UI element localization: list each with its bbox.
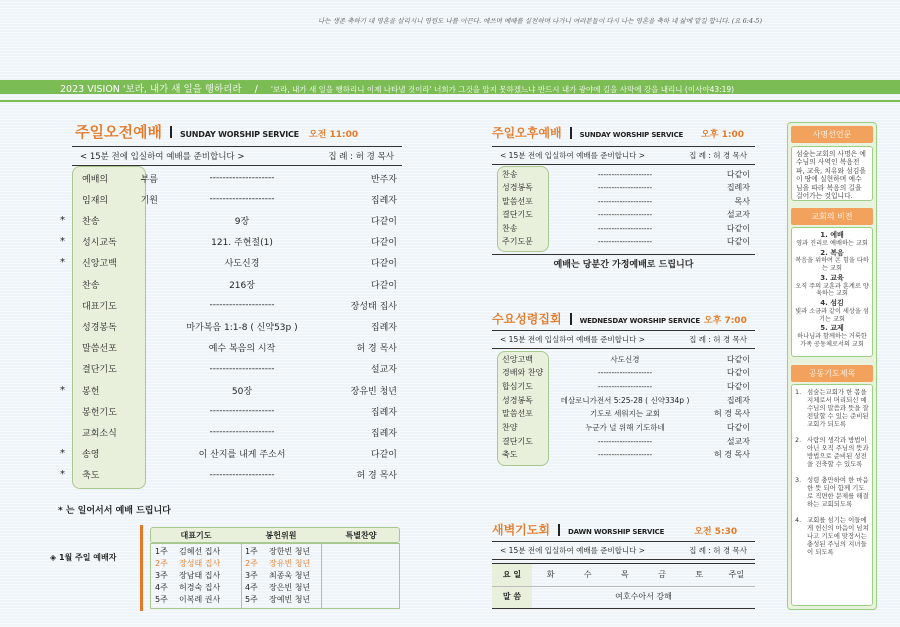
- order-label: 신앙고백: [502, 354, 533, 364]
- prayer-item: [795, 476, 869, 508]
- order-label: 결단기도: [502, 210, 533, 219]
- week: 5주: [245, 595, 258, 604]
- order-label: 예배의 부름: [82, 174, 158, 185]
- dawn-day: 토: [695, 570, 704, 579]
- order-item: --------------------: [597, 169, 653, 179]
- wednesday-title-en: WEDNESDAY WORSHIP SERVICE: [579, 317, 700, 325]
- afternoon-rule: [492, 254, 755, 255]
- morning-order: [60, 170, 397, 488]
- worshipper-name: 장예빈 청년: [269, 595, 311, 604]
- week: 4주: [245, 583, 258, 592]
- worshipper-row: [245, 558, 310, 569]
- order-label: 합심기도: [502, 381, 533, 391]
- order-leader: 장성태 집사: [350, 301, 397, 312]
- order-leader: 다같이: [370, 259, 397, 270]
- order-row: [502, 168, 750, 180]
- order-leader: 집례자: [370, 407, 397, 418]
- order-row: [502, 408, 750, 420]
- order-label: 봉헌: [82, 386, 100, 397]
- dawn-day-label: 요 일: [502, 570, 522, 579]
- order-leader: 장유빈 청년: [350, 386, 397, 397]
- vision-title: 교회의 비전: [791, 208, 873, 225]
- order-leader: 집례자: [370, 428, 397, 439]
- order-leader: 다같이: [726, 354, 750, 364]
- week: 2주: [245, 559, 258, 568]
- order-leader: 목사: [734, 196, 750, 206]
- order-label: 성경봉독: [82, 322, 117, 333]
- order-label: 송영: [82, 450, 100, 461]
- order-leader: 다같이: [370, 280, 397, 291]
- order-row: [502, 353, 750, 365]
- order-item: 사도신경: [224, 259, 260, 270]
- vision-label: 2023 VISION '보라, 내가 새 일을 행하리라: [60, 84, 242, 95]
- vision-body: 복음을 위하여 온 힘을 다하는 교회: [795, 257, 869, 272]
- wednesday-presider: 집 례 : 허 경 목사: [689, 335, 747, 344]
- week: 4주: [155, 583, 168, 592]
- dawn-title: [492, 521, 737, 538]
- order-leader: 반주자: [370, 174, 397, 185]
- order-leader: 설교자: [370, 365, 397, 376]
- standing-mark: *: [60, 236, 65, 248]
- order-leader: 다같이: [726, 223, 750, 233]
- order-row: [60, 212, 397, 228]
- order-row: [82, 191, 397, 207]
- week: 5주: [155, 595, 168, 604]
- worshipper-name: 최종욱 청년: [269, 571, 311, 580]
- order-item: 50장: [231, 386, 253, 397]
- dawn-word: 여호수아서 강해: [615, 592, 672, 601]
- order-item: --------------------: [597, 196, 653, 206]
- order-item: --------------------: [209, 427, 275, 438]
- afternoon-title-ko: 주일오후예배: [492, 126, 562, 140]
- order-label: 성경봉독: [502, 395, 533, 405]
- morning-prep: < 15분 전에 입실하여 예배를 준비합니다 >: [80, 152, 245, 162]
- order-label: 축도: [82, 471, 100, 482]
- vision-body: 영과 진리로 예배하는 교회: [796, 239, 868, 247]
- mission-text: 섬숲는교회의 사명은 예수님의 사역인 복음전파, 교육, 치유와 섬김을 이 땅에 실현하며 예수님을 따라 복음의 길을 걸어가는 것입니다.: [791, 146, 873, 201]
- prayer-title: 공동기도제목: [791, 365, 873, 382]
- order-row: [502, 394, 750, 406]
- vision-head: 5. 교제: [820, 324, 844, 333]
- order-row: [502, 449, 750, 461]
- worshipper-row: [155, 594, 220, 605]
- order-leader: 다같이: [726, 381, 750, 391]
- title-divider: [170, 126, 172, 138]
- order-leader: 허 경 목사: [356, 471, 397, 482]
- prayer-item: [795, 436, 869, 468]
- order-item: --------------------: [597, 237, 653, 246]
- order-item: --------------------: [209, 173, 275, 183]
- worshipper-name: 이복례 권사: [179, 595, 221, 604]
- order-label: 임재의 기원: [82, 195, 158, 206]
- order-row: [502, 222, 750, 234]
- worshipper-row: [245, 582, 310, 593]
- worshipper-row: [155, 558, 220, 569]
- vision-body: 빛과 소금과 같이 세상을 섬기는 교회: [795, 307, 869, 323]
- order-label: 주기도문: [502, 237, 533, 246]
- order-leader: 다같이: [726, 368, 750, 378]
- order-row: [82, 318, 397, 334]
- order-label: 교회소식: [82, 428, 117, 439]
- order-row: [60, 382, 397, 398]
- order-row: [502, 209, 750, 221]
- worshipper-name: 장한빈 청년: [269, 547, 311, 556]
- dawn-row-rule: [492, 586, 755, 587]
- order-label: 신앙고백: [82, 259, 117, 270]
- order-row: [82, 276, 397, 292]
- worshipper-name: 장유빈 청년: [269, 559, 311, 568]
- prayer-number: 4.: [795, 516, 802, 524]
- dawn-day: 금: [658, 570, 666, 579]
- order-item: --------------------: [597, 223, 653, 233]
- morning-title-en: SUNDAY WORSHIP SERVICE: [179, 130, 299, 139]
- order-leader: 다같이: [370, 450, 397, 461]
- order-row: [60, 467, 397, 483]
- dawn-day: 주일: [728, 570, 745, 579]
- order-row: [60, 446, 397, 462]
- dawn-word-label: 말 씀: [502, 592, 522, 601]
- order-row: [502, 435, 750, 447]
- order-leader: 다같이: [726, 423, 750, 432]
- prayer-text: 성령 충만하여 한 마음 한 뜻 되어 함께 기도로 직면한 문제를 해결하는 교회되도록: [807, 476, 869, 508]
- vision-body: 하나님과 함께하는 거룩한 가족 공동체로서의 교회: [797, 333, 867, 348]
- vision-head: 2. 복음: [820, 248, 844, 257]
- order-item: --------------------: [597, 381, 653, 391]
- order-row: [502, 422, 750, 434]
- order-row: [82, 424, 397, 440]
- title-divider: [570, 313, 572, 325]
- worshipper-name: 허경숙 집사: [179, 583, 221, 592]
- standing-mark: *: [60, 448, 65, 460]
- order-row: [82, 403, 397, 419]
- order-item: --------------------: [597, 183, 653, 192]
- order-label: 경배와 찬양: [502, 368, 544, 378]
- dawn-title-en: DAWN WORSHIP SERVICE: [567, 528, 665, 536]
- order-row: [82, 340, 397, 356]
- order-row: [502, 236, 750, 248]
- worshipper-row: [155, 582, 220, 593]
- morning-time: 오전 11:00: [308, 130, 359, 140]
- order-item: 216장: [229, 280, 255, 291]
- morning-title-ko: 주일오전예배: [75, 123, 162, 141]
- order-item: 데살로니가전서 5:25-28 ( 신약334p ): [560, 395, 690, 405]
- order-leader: 다같이: [370, 216, 397, 227]
- worshipper-row: [245, 570, 310, 581]
- prayer-text: 섬숲는교회가 한 몸을 지체로서 머리되신 예수님의 말씀과 뜻을 잘 전달할 수 있는 준비된 교회가 되도록: [807, 388, 869, 428]
- vision-head: 3. 교육: [820, 273, 844, 282]
- afternoon-prep: < 15분 전에 입실하여 예배를 준비합니다 >: [500, 151, 646, 160]
- prayer-text: 사람의 생각과 방법이 아닌 오직 주님의 뜻과 방법으로 준비된 성전을 건축할 수 있도록: [807, 436, 869, 468]
- order-row: [60, 234, 397, 250]
- order-leader: 집례자: [726, 183, 750, 192]
- header-special-praise: 특별찬양: [345, 531, 377, 540]
- morning-title: [75, 121, 358, 142]
- order-item: --------------------: [209, 363, 275, 374]
- order-label: 찬양: [502, 423, 518, 432]
- order-label: 말씀선포: [502, 196, 533, 206]
- week: 3주: [245, 571, 258, 580]
- order-item: 121. 주현절(1): [211, 238, 273, 249]
- order-item: --------------------: [597, 436, 653, 446]
- afternoon-order: [502, 168, 750, 252]
- vision-head: 1. 예배: [820, 231, 844, 239]
- order-item: --------------------: [209, 469, 275, 480]
- dawn-time: 오전 5:30: [694, 527, 738, 537]
- order-leader: 집례자: [370, 195, 397, 206]
- vision-list: [791, 227, 873, 357]
- dawn-prep: < 15분 전에 입실하여 예배를 준비합니다 >: [500, 546, 646, 555]
- order-label: 봉헌기도: [82, 407, 117, 418]
- standing-mark: *: [60, 257, 65, 269]
- afternoon-presider: 집 례 : 허 경 목사: [689, 151, 747, 160]
- order-item: --------------------: [209, 300, 275, 311]
- dawn-day: 목: [621, 570, 629, 579]
- order-item: --------------------: [597, 368, 653, 378]
- title-divider: [570, 127, 572, 139]
- order-row: [82, 361, 397, 377]
- dawn-prep-line: [492, 541, 755, 560]
- worshipper-name: 김혜선 집사: [179, 547, 221, 556]
- week: 3주: [155, 571, 168, 580]
- order-leader: 허 경 목사: [714, 409, 750, 419]
- dawn-presider: 집 례 : 허 경 목사: [689, 546, 747, 555]
- order-leader: 허 경 목사: [714, 450, 750, 460]
- dawn-day: 화: [546, 570, 555, 579]
- order-leader: 설교자: [726, 210, 750, 219]
- worshipper-name: 장성태 집사: [179, 559, 221, 568]
- vision-verse: '보라, 내가 새 일을 행하리니 이제 나타낼 것이라' 너희가 그것을 알지 못하겠느냐 반드시 내가 광야에 길을 사막에 강을 내리니 (이사야43:19): [270, 85, 735, 94]
- order-label: 성시교독: [82, 238, 117, 249]
- afternoon-title: [492, 124, 744, 141]
- order-label: 말씀선포: [82, 344, 117, 355]
- prayer-number: 2.: [795, 436, 802, 444]
- order-row: [82, 297, 397, 313]
- worshipper-row: [155, 570, 220, 581]
- prayer-item: [795, 516, 869, 556]
- order-row: [502, 195, 750, 207]
- header-offering: 봉헌위원: [265, 531, 297, 540]
- afternoon-note: 예배는 당분간 가정예배로 드립니다: [553, 260, 694, 270]
- order-item: 기도로 세워지는 교회: [590, 409, 660, 419]
- worshipper-name: 장남태 집사: [179, 571, 221, 580]
- order-item: 누군가 널 위해 기도하네: [585, 423, 665, 432]
- order-row: [502, 367, 750, 379]
- standing-mark: *: [60, 469, 65, 481]
- order-item: --------------------: [209, 194, 275, 205]
- order-row: [502, 380, 750, 392]
- order-item: 사도신경: [610, 354, 640, 364]
- order-leader: 설교자: [726, 436, 750, 446]
- worshipper-row: [245, 546, 310, 557]
- vision-text: [60, 81, 734, 95]
- standing-note: * 는 일어서서 예배 드립니다: [58, 506, 171, 516]
- january-accent-bar: [140, 525, 143, 611]
- order-leader: 다같이: [726, 169, 750, 179]
- morning-prep-line: [72, 146, 402, 166]
- standing-mark: *: [60, 214, 65, 226]
- standing-mark: *: [60, 384, 65, 396]
- order-leader: 집례자: [370, 322, 397, 333]
- wednesday-prep-line: [492, 330, 755, 349]
- week: 1주: [245, 547, 258, 556]
- order-label: 결단기도: [502, 436, 533, 446]
- prayer-item: [795, 388, 869, 428]
- wednesday-title: [492, 310, 747, 327]
- top-verse: 나는 생존 축하기 내 영혼을 살리시니 영원도 나를 이끈다. 애쓰며 예배를 실천하며 나가니 여러분들이 다시 나는 영혼을 축하 내 삶에 맡길 합니다. (요 6:4-5): [318, 17, 762, 25]
- january-label: ◈ 1월 주일 예배자: [50, 553, 117, 562]
- order-leader: 허 경 목사: [356, 344, 397, 355]
- order-label: 결단기도: [82, 365, 117, 376]
- vision-body: 오직 주의 교훈과 훈계로 양육하는 교회: [795, 282, 869, 298]
- order-item: 예수 복음의 시작: [208, 344, 276, 355]
- january-header-row: [150, 527, 400, 543]
- order-label: 찬송: [82, 280, 100, 291]
- order-label: 찬송: [82, 216, 100, 227]
- order-row: [60, 255, 397, 271]
- dawn-days: [532, 564, 755, 586]
- order-item: --------------------: [597, 450, 653, 460]
- order-leader: 집례자: [726, 395, 750, 405]
- order-leader: 다같이: [370, 238, 397, 249]
- title-divider: [558, 524, 560, 536]
- order-label: 찬송: [502, 223, 518, 233]
- afternoon-prep-line: [492, 146, 755, 165]
- order-label: 축도: [502, 450, 518, 460]
- afternoon-time: 오후 1:00: [701, 130, 745, 140]
- prayer-list: [791, 384, 873, 606]
- vision-head: 4. 섬김: [820, 299, 844, 307]
- afternoon-title-en: SUNDAY WORSHIP SERVICE: [579, 131, 684, 139]
- worshipper-row: [245, 594, 310, 605]
- dawn-table: [492, 563, 755, 609]
- table-divider: [321, 544, 322, 608]
- worshipper-row: [155, 546, 220, 557]
- vision-underline: [0, 100, 900, 102]
- vision-separator: /: [254, 84, 258, 95]
- dawn-day: 수: [583, 570, 592, 579]
- order-item: 마가복음 1:1-8 ( 신약53p ): [186, 322, 298, 333]
- wednesday-prep: < 15분 전에 입실하여 예배를 준비합니다 >: [500, 335, 646, 344]
- prayer-number: 3.: [795, 476, 802, 484]
- order-label: 말씀선포: [502, 409, 533, 419]
- order-item: 이 산지를 내게 주소서: [198, 450, 286, 461]
- table-divider: [241, 544, 242, 608]
- order-label: 찬송: [502, 169, 518, 179]
- week: 1주: [155, 547, 168, 556]
- wednesday-time: 오후 7:00: [703, 316, 747, 326]
- order-item: --------------------: [597, 210, 653, 219]
- order-row: [502, 182, 750, 194]
- order-label: 대표기도: [82, 301, 117, 312]
- order-leader: 다같이: [726, 237, 750, 246]
- prayer-number: 1.: [795, 388, 802, 396]
- wednesday-order: [502, 353, 750, 465]
- order-row: [82, 170, 397, 186]
- header-prayer: 대표기도: [180, 531, 212, 540]
- prayer-text: 교회를 섬기는 이들에게 헌신의 마음이 넘쳐나고 기도에 맞장서는 충성된 주님의 지녀들이 되도록: [807, 516, 869, 556]
- dawn-title-ko: 새벽기도회: [492, 523, 550, 537]
- morning-presider: 집 례 : 허 경 목사: [328, 152, 394, 162]
- week: 2주: [155, 559, 168, 568]
- worshipper-name: 장은빈 청년: [269, 583, 311, 592]
- order-item: 9장: [234, 216, 250, 227]
- wednesday-title-ko: 수요성령집회: [492, 312, 562, 326]
- mission-title: 사명선언문: [791, 126, 873, 143]
- order-label: 성경봉독: [502, 183, 533, 192]
- order-item: --------------------: [209, 406, 275, 417]
